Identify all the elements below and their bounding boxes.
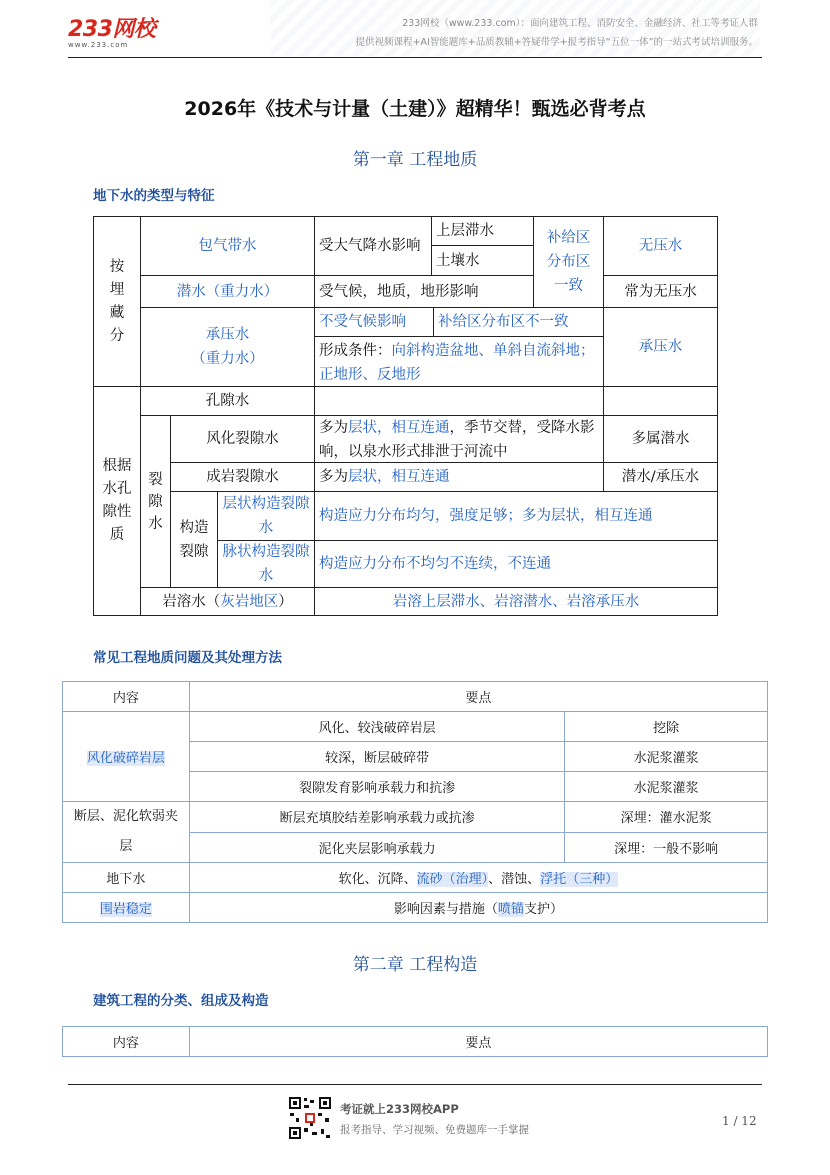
table-header-row bbox=[63, 1027, 768, 1057]
table-cell: 风化、较浅破碎岩层 bbox=[189, 712, 564, 742]
table-row bbox=[63, 712, 768, 742]
karst-desc: 岩溶上层滞水、岩溶潜水、岩溶承压水 bbox=[314, 587, 718, 616]
st-text-b: 喷锚 bbox=[497, 902, 524, 917]
table-cell: 水泥浆灌浆 bbox=[565, 772, 768, 802]
row-label-stability bbox=[63, 893, 190, 923]
gw-text-a: 软化、沉降、 bbox=[338, 872, 417, 887]
by-burial-header: 按 埋 藏 分 bbox=[93, 216, 141, 387]
gw-text-c: 、潜蚀、 bbox=[488, 872, 541, 887]
header-divider bbox=[68, 57, 762, 58]
header-intro-line2: 提供视频课程+AI智能题库+品质教辅+答疑带学+报考指导“五位一体”的一站式考试培训服务。 bbox=[355, 37, 758, 48]
vein-tectonic: 脉状构造裂隙水 bbox=[217, 540, 315, 588]
header-intro-line1: 233网校（www.233.com）：面向建筑工程、消防安全、金融经济、社工等考证人群 bbox=[402, 18, 758, 29]
table-cell: 深埋：灌水泥浆 bbox=[565, 802, 768, 833]
gw-text-d: 浮托（三种） bbox=[540, 872, 619, 887]
layered-tectonic: 层状构造裂隙水 bbox=[217, 491, 315, 541]
footer-divider bbox=[68, 1084, 762, 1085]
recharge-area-same: 补给区 分布区 一致 bbox=[533, 216, 604, 308]
footer-app-slogan: 考证就上233网校APP bbox=[340, 1102, 459, 1116]
no-pressure-water: 无压水 bbox=[603, 216, 718, 276]
phreatic-pressure: 常为无压水 bbox=[603, 275, 718, 308]
diagenetic-desc-a: 多为 bbox=[319, 469, 348, 485]
vadose-water: 包气带水 bbox=[140, 216, 315, 276]
not-climate-affected: 不受气候影响 bbox=[314, 307, 434, 337]
row-label-weathered bbox=[63, 712, 190, 802]
phreatic-desc: 受气候，地质，地形影响 bbox=[314, 275, 534, 308]
karst-a: 岩溶水（ bbox=[162, 593, 221, 610]
soil-water: 土壤水 bbox=[431, 245, 534, 276]
recharge-area-different: 补给区分布区不一致 bbox=[433, 307, 604, 337]
table-cell: 泥化夹层影响承载力 bbox=[189, 832, 564, 863]
table-cell: 断层充填胶结差影响承载力或抗渗 bbox=[189, 802, 564, 833]
diagenetic-desc-b: 层状，相互连通 bbox=[348, 469, 450, 485]
formation-condition-value: 向斜构造盆地、单斜自流斜地；正地形、反地形 bbox=[319, 343, 595, 383]
page-number: 1 / 12 bbox=[722, 1114, 757, 1128]
table-row bbox=[63, 893, 768, 923]
weathering-fissure: 风化裂隙水 bbox=[170, 415, 315, 463]
vadose-desc: 受大气降水影响 bbox=[314, 216, 432, 276]
diagenetic-type: 潜水/承压水 bbox=[603, 462, 718, 492]
section-geology-problems-title: 常见工程地质问题及其处理方法 bbox=[93, 650, 282, 666]
tectonic-fissure: 构造 裂隙 bbox=[170, 491, 218, 588]
col-header-points: 要点 bbox=[189, 682, 767, 712]
weathering-desc-c: ，季节交替，受降水影响，以泉水形式排泄于河流中 bbox=[319, 420, 595, 460]
pore-water-type bbox=[603, 386, 718, 416]
vein-desc: 构造应力分布不均匀不连续，不连通 bbox=[314, 540, 718, 588]
col-header-content: 内容 bbox=[63, 682, 190, 712]
groundwater-points bbox=[189, 863, 767, 893]
weathering-desc-b: 层状，相互连通 bbox=[348, 420, 450, 436]
stability-points bbox=[189, 893, 767, 923]
section-building-title: 建筑工程的分类、组成及构造 bbox=[93, 993, 269, 1009]
col-header-content: 内容 bbox=[63, 1027, 190, 1057]
st-text-a: 影响因素与措施（ bbox=[393, 902, 498, 917]
formation-condition-label: 形成条件： bbox=[319, 343, 392, 359]
layered-desc: 构造应力分布均匀，强度足够；多为层状，相互连通 bbox=[314, 491, 718, 541]
section-groundwater-title: 地下水的类型与特征 bbox=[93, 188, 215, 204]
logo-url: www.233.com bbox=[68, 41, 129, 49]
chapter-1-title: 第一章 工程地质 bbox=[352, 150, 478, 170]
gw-text-b: 流砂（治理） bbox=[416, 872, 489, 887]
fissure-water: 裂 隙 水 bbox=[140, 415, 171, 588]
formation-condition bbox=[314, 336, 604, 387]
table-cell: 水泥浆灌浆 bbox=[565, 742, 768, 772]
chapter-2-title: 第二章 工程构造 bbox=[352, 955, 478, 975]
row-label-groundwater: 地下水 bbox=[63, 863, 190, 893]
table-cell: 挖除 bbox=[565, 712, 768, 742]
geology-problems-table bbox=[62, 681, 768, 923]
logo[interactable] bbox=[68, 12, 155, 49]
table-row bbox=[63, 863, 768, 893]
table-cell: 裂隙发育影响承载力和抗渗 bbox=[189, 772, 564, 802]
confined-water: 承压水 （重力水） bbox=[140, 307, 315, 387]
pore-water-desc bbox=[314, 386, 604, 416]
table-row bbox=[63, 802, 768, 833]
weathering-desc bbox=[314, 415, 604, 463]
weathering-desc-a: 多为 bbox=[319, 420, 348, 436]
stability-label: 围岩稳定 bbox=[99, 902, 152, 917]
karst-water bbox=[140, 587, 315, 616]
groundwater-table bbox=[93, 216, 718, 616]
pore-water: 孔隙水 bbox=[140, 386, 315, 416]
by-pore-header: 根据 水孔 隙性 质 bbox=[93, 386, 141, 616]
weathered-label: 风化破碎岩层 bbox=[86, 751, 165, 766]
karst-b: 灰岩地区 bbox=[220, 593, 279, 610]
karst-c: ） bbox=[278, 593, 293, 610]
table-cell: 深埋：一般不影响 bbox=[565, 832, 768, 863]
st-text-c: 支护） bbox=[523, 902, 563, 917]
confined-pressure: 承压水 bbox=[603, 307, 718, 387]
phreatic-water: 潜水（重力水） bbox=[140, 275, 315, 308]
col-header-points: 要点 bbox=[189, 1027, 767, 1057]
footer-app-desc: 报考指导、学习视频、免费题库一手掌握 bbox=[340, 1124, 529, 1136]
diagenetic-desc bbox=[314, 462, 604, 492]
table-cell: 较深，断层破碎带 bbox=[189, 742, 564, 772]
row-label-fault: 断层、泥化软弱夹层 bbox=[63, 802, 190, 863]
logo-text: 233网校 bbox=[68, 17, 156, 42]
document-title: 2026年《技术与计量（土建）》超精华！甄选必背考点 bbox=[184, 98, 646, 120]
perched-water: 上层滞水 bbox=[431, 216, 534, 246]
header-intro bbox=[356, 14, 759, 52]
building-table bbox=[62, 1026, 768, 1057]
qr-code-icon[interactable] bbox=[288, 1096, 332, 1140]
diagenetic-fissure: 成岩裂隙水 bbox=[170, 462, 315, 492]
table-header-row bbox=[63, 682, 768, 712]
weathering-type: 多属潜水 bbox=[603, 415, 718, 463]
